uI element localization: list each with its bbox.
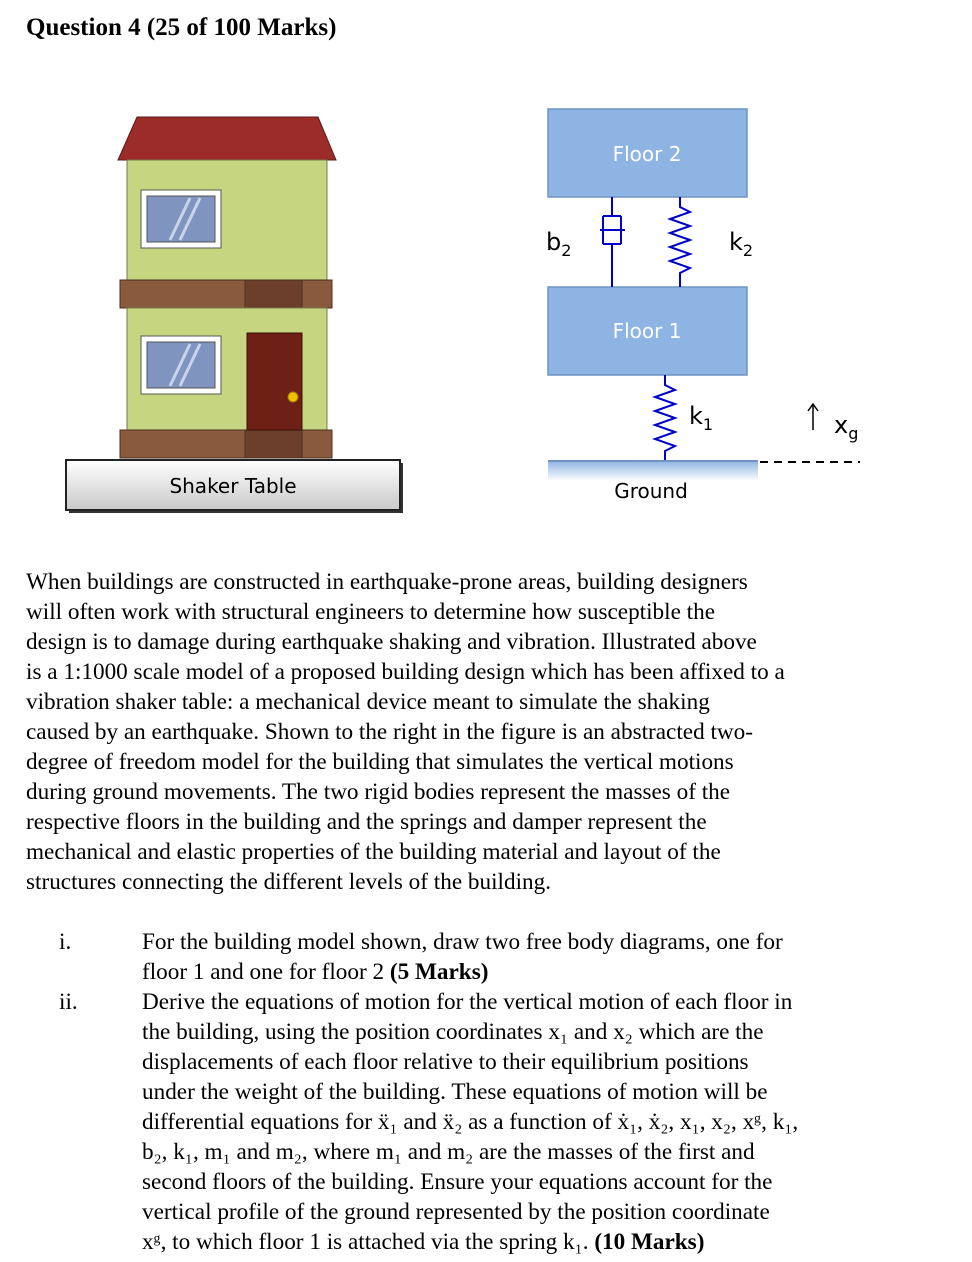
- item-number: ii.: [59, 989, 78, 1015]
- paragraph-line: respective floors in the building and the springs and damper represent the: [26, 809, 707, 835]
- paragraph-line: structures connecting the different levels of the building.: [26, 869, 552, 895]
- paragraph-line: When buildings are constructed in earthquake-prone areas, building designers: [26, 569, 748, 595]
- paragraph-line: mechanical and elastic properties of the building material and layout of the: [26, 839, 721, 865]
- ground-band: [548, 461, 758, 481]
- paragraph-line: vibration shaker table: a mechanical device meant to simulate the shaking: [26, 689, 710, 715]
- house-ledge-center: [245, 280, 302, 308]
- house-roof: [118, 117, 336, 160]
- item-line: second floors of the building. Ensure your equations account for the: [142, 1169, 773, 1195]
- marks: (10 Marks): [594, 1229, 705, 1255]
- item-line: For the building model shown, draw two free body diagrams, one for: [142, 929, 783, 955]
- spring-k1: [655, 375, 675, 462]
- paragraph-line: degree of freedom model for the building that simulates the vertical motions: [26, 749, 734, 775]
- floor2-label: Floor 2: [612, 142, 682, 166]
- paragraph-line: caused by an earthquake. Shown to the right in the figure is an abstracted two-: [26, 719, 753, 745]
- shaker-table-label: Shaker Table: [169, 474, 297, 498]
- item-line: b₂, k₁, m₁ and m₂, where m₁ and m₂ are the masses of the first and: [142, 1139, 755, 1165]
- floor1-label: Floor 1: [612, 319, 682, 343]
- window-lower: [141, 336, 221, 394]
- label-b2: $b_2$: [546, 228, 572, 260]
- item-line: xᵍ, to which floor 1 is attached via the spring k₁. (10 Marks): [142, 1229, 705, 1255]
- paragraph-line: during ground movements. The two rigid bodies represent the masses of the: [26, 779, 731, 805]
- item-text: [142, 927, 942, 987]
- arrow-up-icon: [808, 404, 818, 430]
- dof-model: [546, 109, 860, 503]
- label-k1: $k_1$: [689, 402, 714, 434]
- paragraph-line: is a 1:1000 scale model of a proposed building design which has been affixed to a: [26, 659, 785, 685]
- paragraph-line: design is to damage during earthquake shaking and vibration. Illustrated above: [26, 629, 757, 655]
- item-line: displacements of each floor relative to their equilibrium positions: [142, 1049, 749, 1075]
- item-line: differential equations for ẍ₁ and ẍ₂ as a function of ẋ₁, ẋ₂, x₁, x₂, xᵍ, k₁,: [142, 1109, 799, 1135]
- marks: (5 Marks): [389, 959, 489, 985]
- house-illustration: [118, 117, 336, 458]
- damper-b2: [600, 197, 625, 287]
- paragraph-line: will often work with structural engineers to determine how susceptible the: [26, 599, 716, 625]
- house-base-center: [245, 430, 302, 458]
- item-line: vertical profile of the ground represented by the position coordinate: [142, 1199, 770, 1225]
- problem-paragraph: [26, 567, 926, 897]
- item-line: under the weight of the building. These equations of motion will be: [142, 1079, 768, 1105]
- door-knob: [288, 392, 298, 402]
- item-line: floor 1 and one for floor 2 (5 Marks): [142, 959, 489, 985]
- shaker-table: [66, 460, 403, 513]
- spring-k2: [670, 197, 690, 287]
- label-xg: $x_g$: [834, 411, 859, 443]
- item-line: the building, using the position coordinates x₁ and x₂ which are the: [142, 1019, 764, 1045]
- label-k2: $k_2$: [729, 228, 754, 260]
- item-text: [142, 987, 942, 1257]
- house-door: [247, 333, 302, 430]
- figure: [0, 95, 972, 525]
- window-upper: [141, 190, 221, 248]
- ground-label: Ground: [614, 479, 688, 503]
- item-line: Derive the equations of motion for the vertical motion of each floor in: [142, 989, 793, 1015]
- item-number: i.: [59, 929, 72, 955]
- question-title: Question 4 (25 of 100 Marks): [26, 14, 337, 41]
